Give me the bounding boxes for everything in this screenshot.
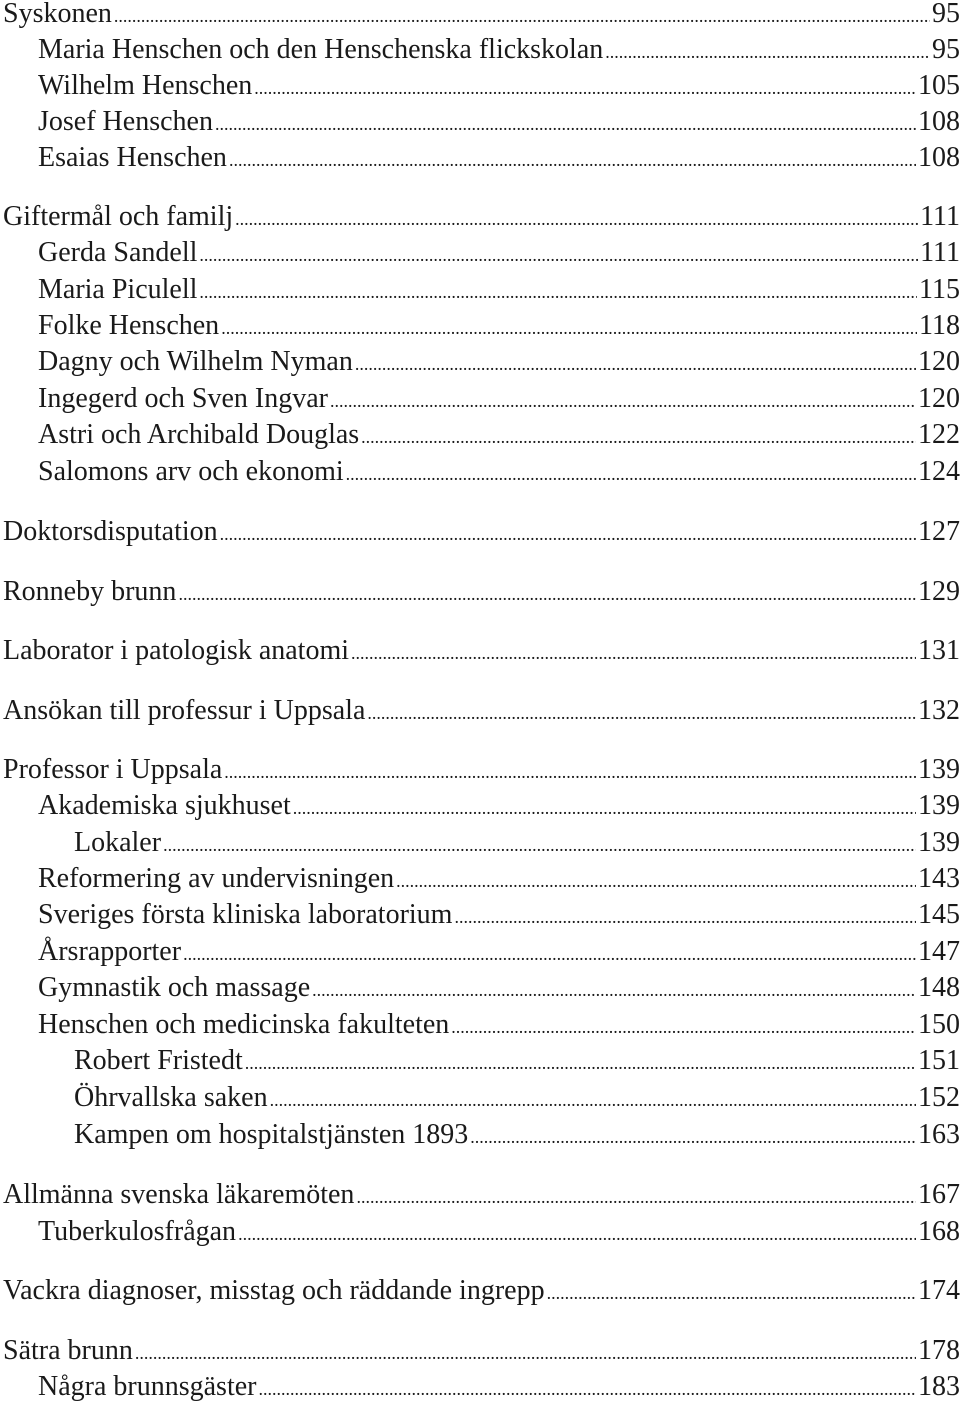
toc-entry-title: Giftermål och familj	[3, 201, 234, 232]
toc-entry-page-number: 129	[918, 576, 960, 607]
toc-entry	[3, 633, 960, 669]
toc-entry-title: Reformering av undervisningen	[38, 863, 395, 894]
dot-leader	[396, 863, 916, 899]
toc-entry-title: Syskonen	[3, 0, 112, 29]
toc-entry-title: Sätra brunn	[3, 1335, 133, 1366]
dot-leader	[254, 70, 916, 106]
dot-leader	[199, 274, 917, 310]
dot-leader	[238, 1216, 916, 1252]
toc-entry-title: Folke Henschen	[38, 310, 220, 341]
toc-entry	[3, 199, 960, 235]
toc-entry	[3, 1333, 960, 1369]
toc-entry	[3, 752, 960, 788]
dot-leader	[355, 346, 916, 382]
toc-entry-title: Vackra diagnoser, misstag och räddande ingrepp	[3, 1275, 545, 1306]
toc-entry-title: Ansökan till professur i Uppsala	[3, 695, 366, 726]
toc-entry	[3, 1273, 960, 1309]
dot-leader	[199, 237, 918, 273]
toc-entry	[38, 1214, 960, 1250]
toc-entry	[3, 693, 960, 729]
dot-leader	[135, 1335, 916, 1371]
toc-entry-title: Maria Henschen och den Henschenska flickskolan	[38, 34, 604, 65]
toc-entry-page-number: 122	[918, 419, 960, 450]
dot-leader	[367, 695, 916, 731]
toc-entry	[38, 140, 960, 176]
toc-entry-page-number: 115	[919, 274, 960, 305]
toc-entry-page-number: 178	[918, 1335, 960, 1366]
toc-entry-page-number: 120	[918, 346, 960, 377]
toc-entry	[38, 32, 960, 68]
toc-entry-page-number: 148	[918, 972, 960, 1003]
toc-entry-title: Wilhelm Henschen	[38, 70, 253, 101]
toc-entry	[38, 344, 960, 380]
toc-entry	[74, 1080, 960, 1116]
toc-entry-page-number: 151	[918, 1045, 960, 1076]
toc-entry	[38, 897, 960, 933]
toc-entry-title: Josef Henschen	[38, 106, 213, 137]
toc-entry-page-number: 111	[920, 201, 960, 232]
toc-entry-title: Ronneby brunn	[3, 576, 177, 607]
toc-entry	[38, 381, 960, 417]
toc-entry-title: Akademiska sjukhuset	[38, 790, 291, 821]
dot-leader	[245, 1045, 916, 1081]
toc-entry-title: Henschen och medicinska fakulteten	[38, 1009, 450, 1040]
dot-leader	[346, 456, 916, 492]
toc-entry	[38, 68, 960, 104]
toc-entry-title: Allmänna svenska läkaremöten	[3, 1179, 355, 1210]
toc-entry	[3, 0, 960, 32]
toc-entry-title: Några brunnsgäster	[38, 1371, 257, 1402]
toc-entry	[38, 272, 960, 308]
toc-entry	[38, 970, 960, 1006]
toc-entry-title: Dagny och Wilhelm Nyman	[38, 346, 353, 377]
dot-leader	[293, 790, 916, 826]
toc-entry-page-number: 139	[918, 827, 960, 858]
dot-leader	[235, 201, 918, 237]
toc-entry-page-number: 143	[918, 863, 960, 894]
dot-leader	[356, 1179, 916, 1215]
toc-entry	[74, 825, 960, 861]
toc-entry	[74, 1043, 960, 1079]
dot-leader	[114, 0, 930, 34]
toc-entry-title: Sveriges första kliniska laboratorium	[38, 899, 453, 930]
toc-entry-page-number: 120	[918, 383, 960, 414]
toc-entry-page-number: 150	[918, 1009, 960, 1040]
toc-entry	[38, 934, 960, 970]
dot-leader	[351, 635, 916, 671]
toc-entry-title: Laborator i patologisk anatomi	[3, 635, 350, 666]
toc-entry-title: Doktorsdisputation	[3, 516, 218, 547]
dot-leader	[258, 1371, 916, 1407]
toc-entry	[38, 861, 960, 897]
toc-entry-title: Esaias Henschen	[38, 142, 227, 173]
toc-entry-page-number: 108	[918, 106, 960, 137]
toc-entry	[74, 1117, 960, 1153]
toc-entry-title: Öhrvallska saken	[74, 1082, 268, 1113]
toc-entry-page-number: 147	[918, 936, 960, 967]
toc-entry	[38, 308, 960, 344]
dot-leader	[605, 34, 930, 70]
toc-entry-page-number: 111	[920, 237, 960, 268]
toc-entry-page-number: 124	[918, 456, 960, 487]
toc-entry-title: Gymnastik och massage	[38, 972, 311, 1003]
toc-entry-page-number: 183	[918, 1371, 960, 1402]
toc-entry	[3, 514, 960, 550]
toc-entry	[38, 1369, 960, 1405]
toc-entry-page-number: 163	[918, 1119, 960, 1150]
toc-entry	[3, 574, 960, 610]
toc-entry-title: Tuberkulosfrågan	[38, 1216, 237, 1247]
dot-leader	[270, 1082, 916, 1118]
toc-entry-page-number: 174	[918, 1275, 960, 1306]
toc-entry-page-number: 127	[918, 516, 960, 547]
toc-entry-title: Salomons arv och ekonomi	[38, 456, 344, 487]
toc-entry-title: Astri och Archibald Douglas	[38, 419, 360, 450]
dot-leader	[547, 1275, 916, 1311]
toc-entry-page-number: 145	[918, 899, 960, 930]
toc-entry-page-number: 167	[918, 1179, 960, 1210]
toc-entry-title: Gerda Sandell	[38, 237, 198, 268]
toc-entry-page-number: 95	[932, 34, 960, 65]
dot-leader	[451, 1009, 916, 1045]
dot-leader	[454, 899, 916, 935]
toc-entry	[38, 788, 960, 824]
toc-entry-page-number: 105	[918, 70, 960, 101]
toc-entry-title: Årsrapporter	[38, 936, 182, 967]
toc-entry	[3, 1177, 960, 1213]
toc-entry-page-number: 118	[919, 310, 960, 341]
toc-entry-page-number: 152	[918, 1082, 960, 1113]
dot-leader	[221, 310, 917, 346]
dot-leader	[470, 1119, 916, 1155]
toc-entry	[38, 454, 960, 490]
dot-leader	[220, 516, 916, 552]
toc-entry-title: Maria Piculell	[38, 274, 198, 305]
toc-entry-title: Robert Fristedt	[74, 1045, 243, 1076]
toc-entry-title: Lokaler	[74, 827, 162, 858]
toc-entry	[38, 1007, 960, 1043]
dot-leader	[183, 936, 916, 972]
toc-entry-page-number: 168	[918, 1216, 960, 1247]
toc-entry	[38, 417, 960, 453]
toc-entry-page-number: 139	[918, 790, 960, 821]
toc-entry-page-number: 132	[918, 695, 960, 726]
toc-entry-page-number: 139	[918, 754, 960, 785]
dot-leader	[330, 383, 916, 419]
dot-leader	[229, 142, 916, 178]
dot-leader	[312, 972, 916, 1008]
toc-entry-page-number: 131	[918, 635, 960, 666]
dot-leader	[361, 419, 916, 455]
dot-leader	[215, 106, 916, 142]
toc-entry-title: Professor i Uppsala	[3, 754, 223, 785]
toc-entry	[38, 104, 960, 140]
toc-entry-page-number: 95	[932, 0, 960, 29]
toc-entry	[38, 235, 960, 271]
dot-leader	[224, 754, 916, 790]
dot-leader	[163, 827, 916, 863]
toc-entry-title: Kampen om hospitalstjänsten 1893	[74, 1119, 469, 1150]
dot-leader	[178, 576, 916, 612]
toc-entry-page-number: 108	[918, 142, 960, 173]
toc-entry-title: Ingegerd och Sven Ingvar	[38, 383, 329, 414]
